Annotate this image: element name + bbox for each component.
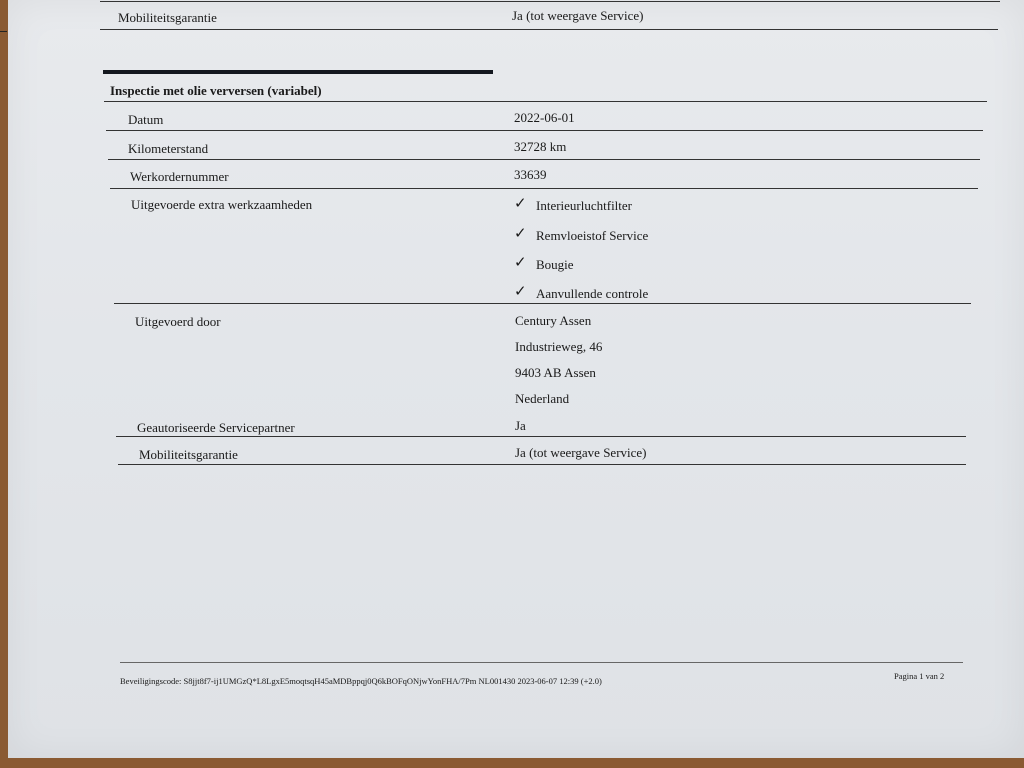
partner-value: Ja <box>515 418 526 433</box>
divider <box>106 130 983 131</box>
partner-label: Geautoriseerde Servicepartner <box>137 420 295 435</box>
extra-item: Aanvullende controle <box>536 286 649 301</box>
datum-label: Datum <box>128 112 164 127</box>
extra-item: Bougie <box>536 257 574 272</box>
divider <box>100 1 1000 2</box>
werkorder-value: 33639 <box>514 167 547 182</box>
edge-mark <box>0 31 7 32</box>
mobiliteit-label: Mobiliteitsgarantie <box>139 447 238 462</box>
extra-item: Remvloeistof Service <box>536 228 649 243</box>
divider <box>110 188 978 189</box>
checkmark-icon: ✓ <box>514 253 527 271</box>
datum-value: 2022-06-01 <box>514 110 575 125</box>
checkmark-icon: ✓ <box>514 224 527 242</box>
door-line: Nederland <box>515 391 570 406</box>
top-row-value: Ja (tot weergave Service) <box>512 8 644 23</box>
door-line: Century Assen <box>515 313 592 328</box>
extra-label: Uitgevoerde extra werkzaamheden <box>131 197 313 212</box>
km-value: 32728 km <box>514 139 567 154</box>
top-row-label: Mobiliteitsgarantie <box>118 10 217 25</box>
door-line: 9403 AB Assen <box>515 365 596 380</box>
divider <box>100 29 998 30</box>
divider <box>116 436 966 437</box>
checkmark-icon: ✓ <box>514 282 527 300</box>
divider <box>104 101 987 102</box>
door-label: Uitgevoerd door <box>135 314 221 329</box>
section-title: Inspectie met olie verversen (variabel) <box>110 83 322 98</box>
km-label: Kilometerstand <box>128 141 209 156</box>
werkorder-label: Werkordernummer <box>130 169 229 184</box>
security-code: Beveiligingscode: S8jjt8f7-ij1UMGzQ*L8LgxE5moqtsqH45aMDBppqj0Q6kBOFqONjwYonFHA/7Pm NL001430 2023-06-07 12:39 (+2.0) <box>120 676 602 686</box>
door-line: Industrieweg, 46 <box>515 339 603 354</box>
footer-rule <box>120 662 963 663</box>
divider <box>108 159 980 160</box>
divider <box>114 303 971 304</box>
page-number: Pagina 1 van 2 <box>894 671 945 681</box>
mobiliteit-value: Ja (tot weergave Service) <box>515 445 647 460</box>
checkmark-icon: ✓ <box>514 194 527 212</box>
extra-item: Interieurluchtfilter <box>536 198 633 213</box>
divider <box>118 464 966 465</box>
section-heavy-rule <box>103 70 493 74</box>
